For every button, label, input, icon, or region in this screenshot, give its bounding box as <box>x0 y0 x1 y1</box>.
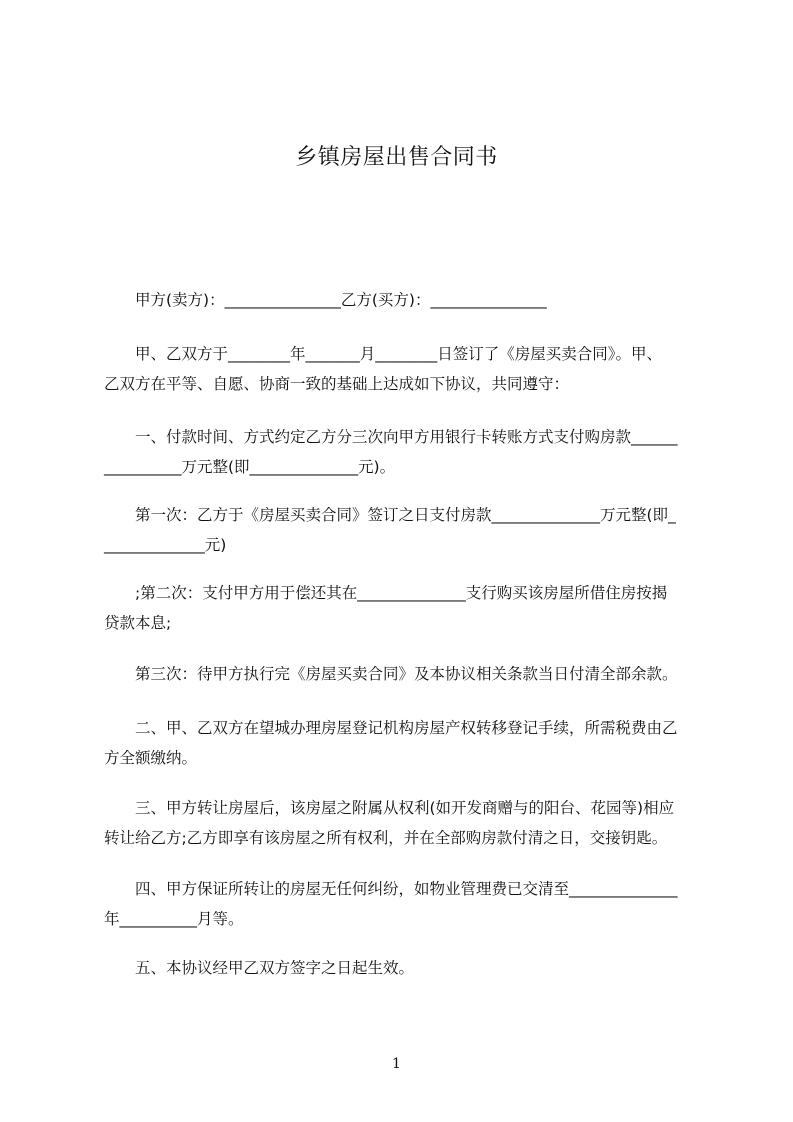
parties-paragraph <box>104 285 700 315</box>
paragraph-line: 乙双方在平等、自愿、协商一致的基础上达成如下协议，共同遵守： <box>104 375 570 393</box>
paragraph-line: 四、甲方保证所转让的房屋无任何纠纷，如物业管理费已交清至______________ <box>135 880 678 898</box>
document-title: 乡镇房屋出售合同书 <box>295 145 498 170</box>
clause-3-paragraph <box>104 793 700 853</box>
paragraph-line: 二、甲、乙双方在望城办理房屋登记机构房屋产权转移登记手续，所需税费由乙 <box>135 719 678 737</box>
paragraph-line: 贷款本息; <box>104 614 172 632</box>
paragraph-line: ;第二次：支付甲方用于偿还其在______________支行购买该房屋所借住房按揭 <box>135 584 668 602</box>
clause-1-paragraph <box>104 422 700 482</box>
paragraph-line: 第三次：待甲方执行完《房屋买卖合同》及本协议相关条款当日付清全部余款。 <box>135 665 678 683</box>
clause-5-paragraph <box>104 953 700 983</box>
paragraph-line: 年__________月等。 <box>104 910 244 928</box>
paragraph-line: 方全额缴纳。 <box>104 749 198 767</box>
paragraph-line: __________万元整(即______________元)。 <box>104 458 396 476</box>
clause-2-paragraph <box>104 713 700 773</box>
paragraph-line: 甲、乙双方于________年_______月________日签订了《房屋买卖合同》。甲、 <box>135 345 663 363</box>
page-number: 1 <box>392 1056 401 1072</box>
paragraph-line: 甲方(卖方)：_______________乙方(买方)：_______________ <box>135 291 547 309</box>
payment-2-paragraph <box>104 578 700 638</box>
paragraph-line: 三、甲方转让房屋后，该房屋之附属从权利(如开发商赠与的阳台、花园等)相应 <box>135 799 675 817</box>
paragraph-line: 一、付款时间、方式约定乙方分三次向甲方用银行卡转账方式支付购房款______ <box>135 428 678 446</box>
payment-3-paragraph <box>104 659 700 689</box>
paragraph-line: _____________元) <box>104 536 227 554</box>
paragraph-line: 转让给乙方;乙方即享有该房屋之所有权利，并在全部购房款付清之日，交接钥匙。 <box>104 829 668 847</box>
paragraph-line: 五、本协议经甲乙双方签字之日起生效。 <box>135 959 415 977</box>
payment-1-paragraph <box>104 500 700 560</box>
agreement-intro-paragraph <box>104 339 700 399</box>
clause-4-paragraph <box>104 874 700 934</box>
paragraph-line: 第一次：乙方于《房屋买卖合同》签订之日支付房款______________万元整(即_ <box>135 506 676 524</box>
